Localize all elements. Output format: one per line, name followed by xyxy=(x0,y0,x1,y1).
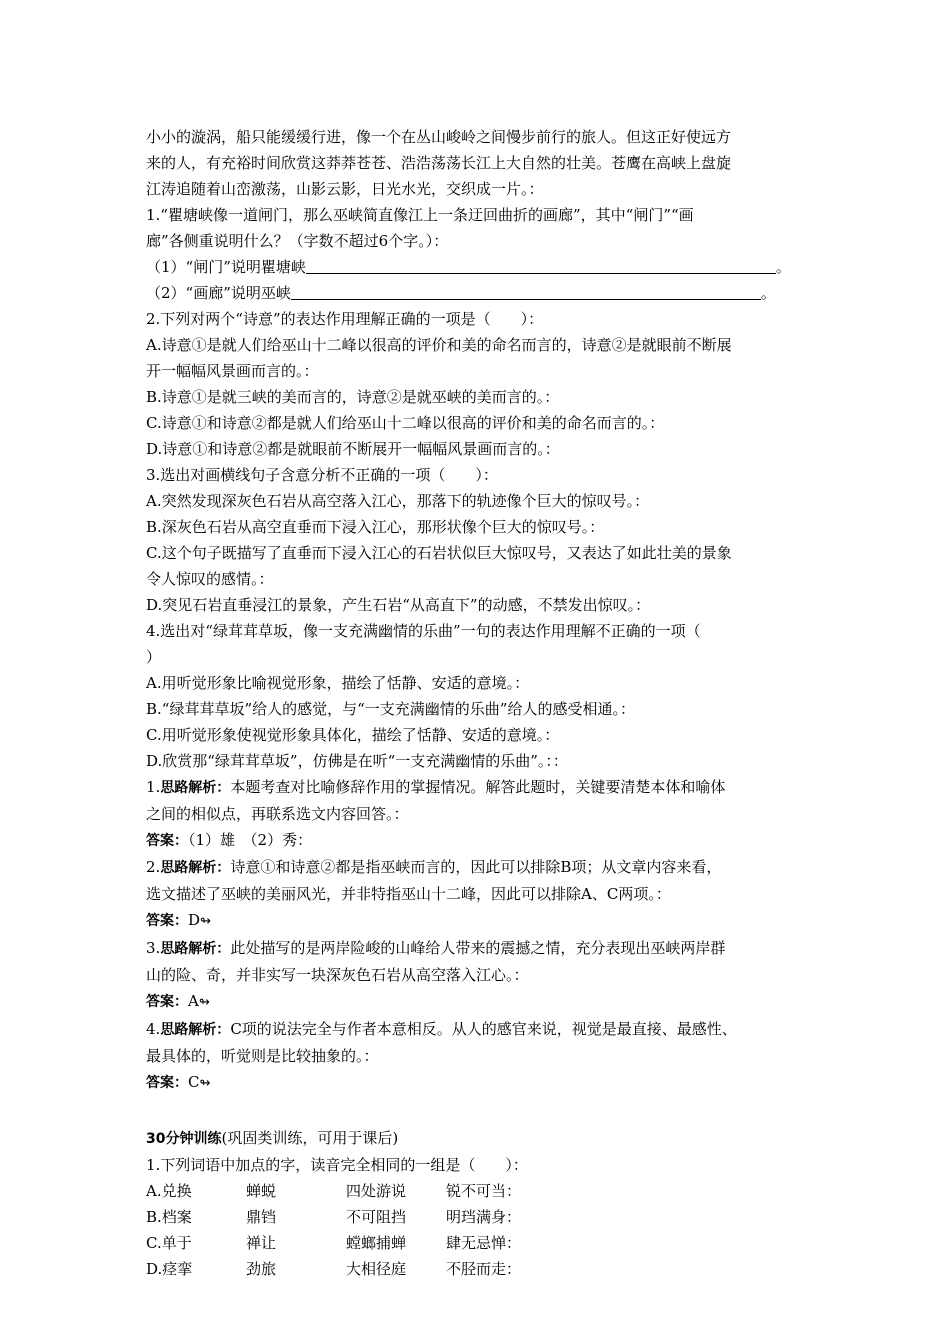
analysis: 2.思路解析：诗意①和诗意②都是指巫峡而言的，因此可以排除B项；从文章内容来看， xyxy=(146,858,722,876)
q1-answer-prompt: （2）“画廊”说明巫峡 xyxy=(146,284,291,302)
answer-blank[interactable] xyxy=(291,283,761,300)
option: C.这个句子既描写了直垂而下浸入江心的石岩状似巨大惊叹号，又表达了如此壮美的景象 xyxy=(146,544,732,562)
answer-line: 答案：（1）雄 （2）秀： xyxy=(146,831,313,849)
word: A.兑换 xyxy=(146,1182,192,1200)
analysis-label: 思路解析： xyxy=(160,780,231,796)
question-1-stem: 1.“瞿塘峡像一道闸门，那么巫峡简直像江上一条迂回曲折的画廊”，其中“闸门”“画 xyxy=(146,206,694,224)
section-subtitle: (巩固类训练，可用于课后) xyxy=(221,1129,399,1147)
option: C.诗意①和诗意②都是就人们给巫山十二峰以很高的评价和美的命名而言的。： xyxy=(146,414,665,432)
squiggle-icon: ↬ xyxy=(198,995,210,1010)
analysis: 选文描述了巫峡的美丽风光，并非特指巫山十二峰，因此可以排除A、C两项。： xyxy=(146,885,671,903)
analysis: 4.思路解析：C项的说法完全与作者本意相反。从人的感官来说，视觉是最直接、最感性、 xyxy=(146,1020,737,1038)
question-2-stem: 2.下列对两个“诗意”的表达作用理解正确的一项是（ ）： xyxy=(146,310,544,328)
option: A.用听觉形象比喻视觉形象，描绘了恬静、安适的意境。： xyxy=(146,674,530,692)
option: B.深灰色石岩从高空直垂而下浸入江心，那形状像个巨大的惊叹号。： xyxy=(146,518,605,536)
option: A.突然发现深灰色石岩从高空落入江心，那落下的轨迹像个巨大的惊叹号。： xyxy=(146,492,650,510)
question-1-stem: 廊”各侧重说明什么？（字数不超过6个字。）： xyxy=(146,232,449,250)
passage-line: 小小的漩涡，船只能缓缓行进，像一个在丛山峻岭之间慢步前行的旅人。但这正好使远方 xyxy=(146,128,732,146)
squiggle-icon: ↬ xyxy=(200,914,211,929)
word: 不可阻挡 xyxy=(346,1208,407,1226)
option: 令人惊叹的感情。： xyxy=(146,570,274,588)
question-3-stem: 3.选出对画横线句子含意分析不正确的一项（ ）： xyxy=(146,466,498,484)
option: 开一幅幅风景画而言的。： xyxy=(146,362,319,380)
word: 蝉蜕 xyxy=(246,1182,277,1200)
word: 肆无忌惮： xyxy=(446,1234,522,1252)
word: 四处游说 xyxy=(346,1182,407,1200)
word-row xyxy=(146,1256,826,1282)
word-row xyxy=(146,1204,826,1230)
question-5-stem: 1.下列词语中加点的字，读音完全相同的一组是（ ）： xyxy=(146,1156,528,1174)
word: 鼎铛 xyxy=(246,1208,277,1226)
word: B.档案 xyxy=(146,1208,192,1226)
analysis: 最具体的，听觉则是比较抽象的。： xyxy=(146,1047,379,1065)
word: 不胫而走： xyxy=(446,1260,522,1278)
word: C.单于 xyxy=(146,1234,192,1252)
question-1-answer-1: （1）“闸门”说明瞿塘峡 。 xyxy=(146,258,791,276)
squiggle-icon: ↬ xyxy=(199,1076,211,1091)
option: C.用听觉形象使视觉形象具体化，描绘了恬静、安适的意境。： xyxy=(146,726,560,744)
word: 禅让 xyxy=(246,1234,277,1252)
spacer xyxy=(146,1097,826,1125)
answer-line: 答案：A↬ xyxy=(146,992,210,1010)
section-title: 30分钟训练 xyxy=(146,1131,222,1147)
word: 大相径庭 xyxy=(346,1260,407,1278)
word-row xyxy=(146,1178,826,1204)
word: 明珰满身： xyxy=(446,1208,522,1226)
document-page xyxy=(146,124,826,1282)
analysis: 山的险、奇，并非实写一块深灰色石岩从高空落入江心。： xyxy=(146,966,529,984)
word: D.痉挛 xyxy=(146,1260,193,1278)
option: B.诗意①是就三峡的美而言的，诗意②是就巫峡的美而言的。： xyxy=(146,388,560,406)
analysis: 3.思路解析：此处描写的是两岸险峻的山峰给人带来的震撼之情，充分表现出巫峡两岸群 xyxy=(146,939,726,957)
word: 劲旅 xyxy=(246,1260,277,1278)
passage-line: 江涛追随着山峦激荡，山影云影，日光水光，交织成一片。： xyxy=(146,180,544,198)
word-row xyxy=(146,1230,826,1256)
word: 锐不可当： xyxy=(446,1182,522,1200)
analysis-label: 思路解析： xyxy=(160,941,231,957)
q1-answer-prompt: （1）“闸门”说明瞿塘峡 xyxy=(146,258,306,276)
question-1-answer-2: （2）“画廊”说明巫峡 。 xyxy=(146,284,776,302)
answer-label: 答案： xyxy=(146,1075,188,1091)
answer-line: 答案：C↬ xyxy=(146,1073,211,1091)
option: D.欣赏那“绿茸茸草坂”，仿佛是在听“一支充满幽情的乐曲”。：： xyxy=(146,752,568,770)
question-4-stem: 4.选出对“绿茸茸草坂，像一支充满幽情的乐曲”一句的表达作用理解不正确的一项（ xyxy=(146,622,701,640)
analysis: 之间的相似点，再联系选文内容回答。： xyxy=(146,805,409,823)
passage-line: 来的人，有充裕时间欣赏这莽莽苍苍、浩浩荡荡长江上大自然的壮美。苍鹰在高峡上盘旋 xyxy=(146,154,732,172)
answer-label: 答案： xyxy=(146,913,188,929)
answer-blank[interactable] xyxy=(306,257,776,274)
option: A.诗意①是就人们给巫山十二峰以很高的评价和美的命名而言的，诗意②是就眼前不断展 xyxy=(146,336,732,354)
analysis-label: 思路解析： xyxy=(160,1022,231,1038)
section-heading xyxy=(146,1125,826,1152)
option: D.突见石岩直垂浸江的景象，产生石岩“从高直下”的动感，不禁发出惊叹。： xyxy=(146,596,651,614)
answer-label: 答案： xyxy=(146,994,188,1010)
analysis: 1.思路解析：本题考查对比喻修辞作用的掌握情况。解答此题时，关键要清楚本体和喻体 xyxy=(146,778,726,796)
analysis-label: 思路解析： xyxy=(160,860,231,876)
question-4-stem: ） xyxy=(146,648,162,666)
option: D.诗意①和诗意②都是就眼前不断展开一幅幅风景画而言的。： xyxy=(146,440,560,458)
answer-line: 答案：D↬ xyxy=(146,911,211,929)
option: B.“绿茸茸草坂”给人的感觉，与“一支充满幽情的乐曲”给人的感受相通。： xyxy=(146,700,635,718)
answer-label: 答案： xyxy=(146,833,188,849)
word: 螳螂捕蝉 xyxy=(346,1234,407,1252)
